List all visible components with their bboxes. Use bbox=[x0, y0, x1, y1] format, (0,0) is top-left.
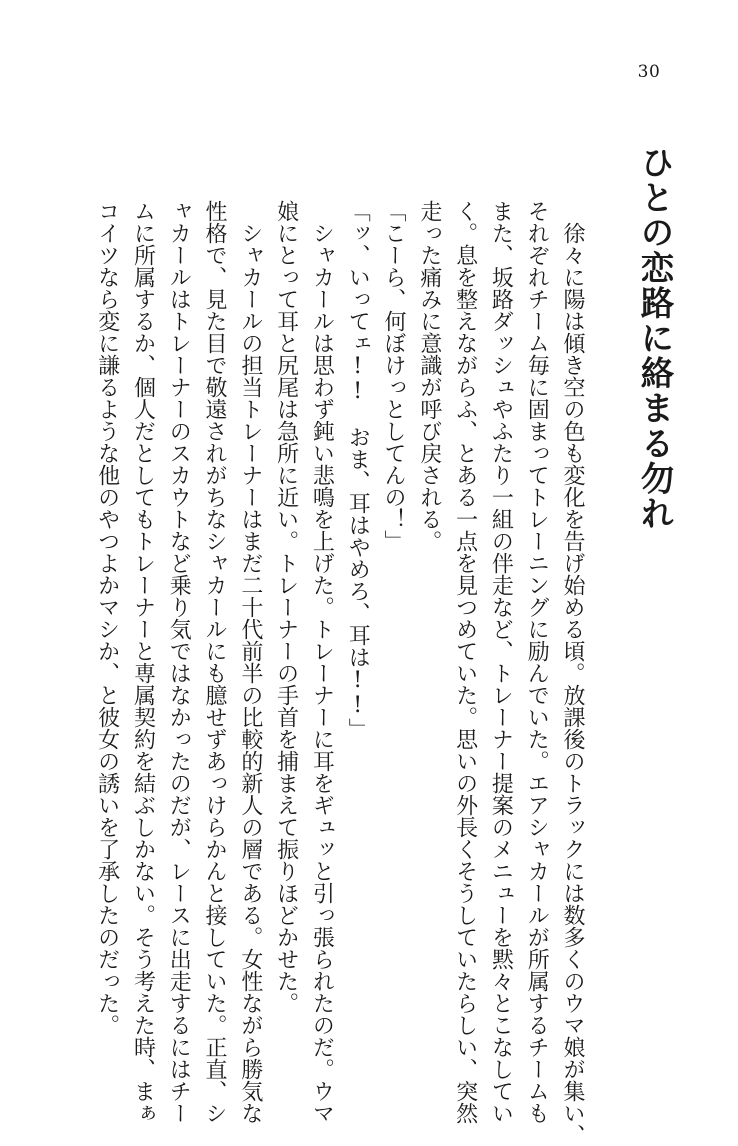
dialogue-line: 「ッ、いってェ!! おま、耳はやめろ、耳は!!」 bbox=[345, 200, 371, 740]
text-line: シャカールの担当トレーナーはまだ二十代前半の比較的新人の層である。女性ながら勝気な bbox=[237, 200, 263, 1124]
text-line: ャカールはトレーナーのスカウトなど乗り気ではなかったのだが、レースに出走するにはチー bbox=[166, 200, 192, 1124]
text-line: また、坂路ダッシュやふたり一組の伴走など、トレーナー提案のメニューを黙々とこなしてい bbox=[488, 200, 514, 1124]
text-line: 娘にとって耳と尻尾は急所に近い。トレーナーの手首を捕まえて振りほどかせた。 bbox=[273, 200, 299, 1014]
dialogue-line: 「こーら、何ぼけっとしてんの！」 bbox=[381, 200, 407, 552]
chapter-title: ひとの恋路に絡まる勿れ bbox=[635, 145, 674, 532]
page-number: 30 bbox=[637, 62, 661, 82]
text-line: 性格で、見た目で敬遠されがちなシャカールにも臆せずあっけらかんと接していた。正直、シ bbox=[202, 200, 228, 1124]
text-line: 走った痛みに意識が呼び戻される。 bbox=[416, 200, 442, 552]
text-line: シャカールは思わず鈍い悲鳴を上げた。トレーナーに耳をギュッと引っ張られたのだ。ウマ bbox=[309, 200, 335, 1124]
text-line: それぞれチーム毎に固まってトレーニングに励んでいた。エアシャカールが所属するチームも bbox=[524, 200, 550, 1124]
text-line: ムに所属するか、個人だとしてもトレーナーと専属契約を結ぶしかない。そう考えた時、まぁ bbox=[130, 200, 156, 1124]
text-line: く。息を整えながらふ、とある一点を見つめていた。思いの外長くそうしていたらしい、突然 bbox=[452, 200, 478, 1124]
body-text bbox=[89, 200, 590, 1146]
text-line: コイツなら変に謙るような他のやつよかマシか、と彼女の誘いを了承したのだった。 bbox=[94, 200, 120, 1036]
text-line: 徐々に陽は傾き空の色も変化を告げ始める頃。放課後のトラックには数多くのウマ娘が集い、 bbox=[560, 200, 585, 1146]
